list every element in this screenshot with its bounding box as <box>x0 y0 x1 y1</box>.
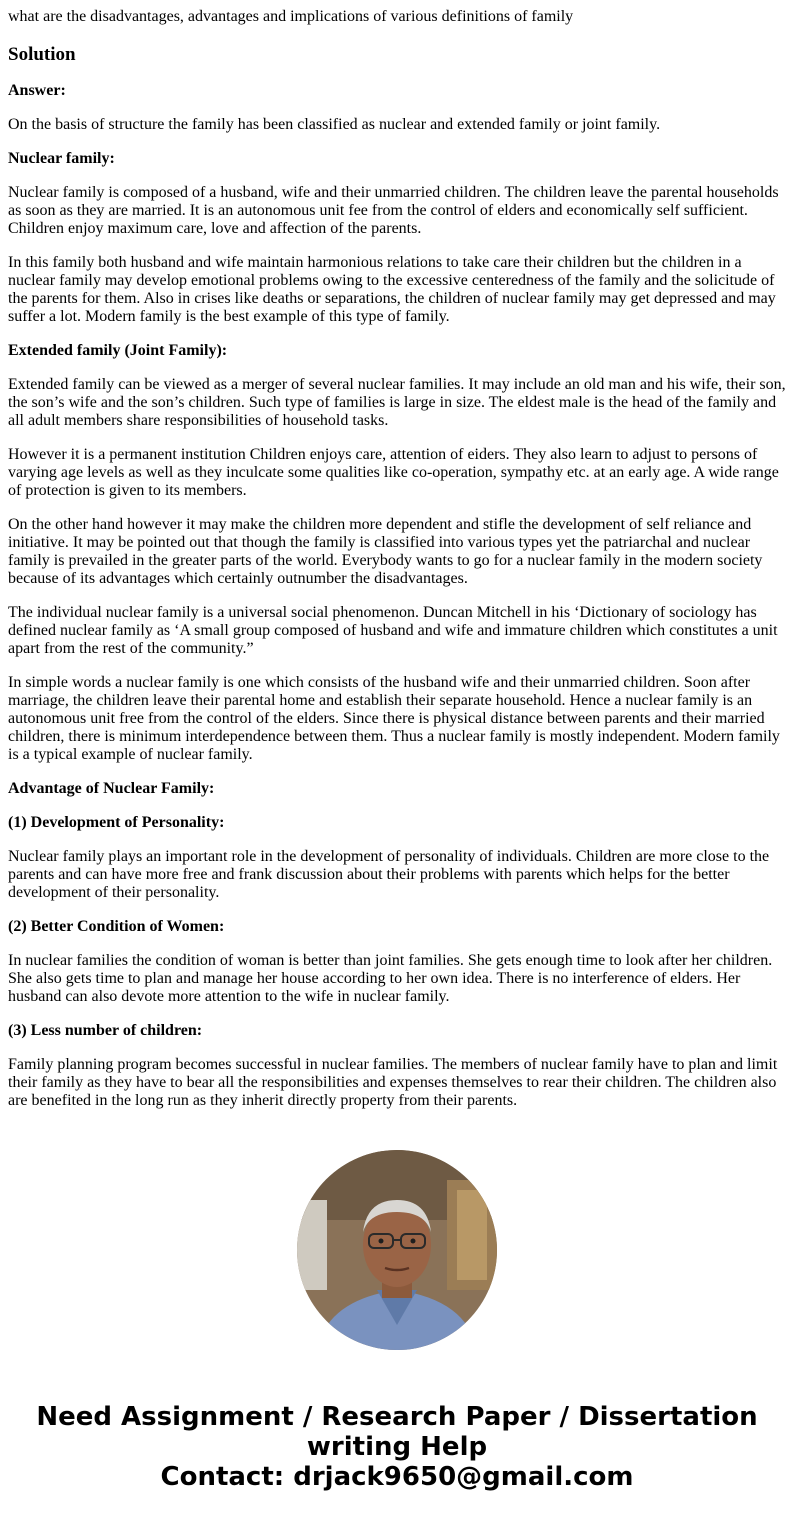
section-heading: Answer: <box>8 82 66 99</box>
footer-line-1: Need Assignment / Research Paper / Dissertation <box>36 1402 758 1432</box>
author-photo-icon <box>297 1150 497 1350</box>
paragraph: However it is a permanent institution Children enjoys care, attention of eiders. They also learn to adjust to persons of varying age levels as well as they inculcate some qualities like co-operation, sympathy etc. at an early age. A wide range of protection is given to its members. <box>8 446 779 499</box>
paragraph: On the basis of structure the family has been classified as nuclear and extended family or joint family. <box>8 116 661 133</box>
question-text: what are the disadvantages, advantages and implications of various definitions of family <box>8 8 574 25</box>
footer-contact: Contact: drjack9650@gmail.com <box>160 1462 634 1492</box>
section-heading: (3) Less number of children: <box>8 1022 203 1039</box>
paragraph: Nuclear family plays an important role in the development of personality of individuals. Children are more close to the parents and can have more free and frank discussion about their problems with parents which helps for the better development of their personality. <box>8 848 770 901</box>
section-heading: Nuclear family: <box>8 150 115 167</box>
paragraph: Family planning program becomes successful in nuclear families. The members of nuclear family have to plan and limit their family as they have to bear all the responsibilities and expenses themselves to rear their children. The children also are benefited in the long run as they inherit directly property from their parents. <box>8 1056 778 1109</box>
section-heading: (1) Development of Personality: <box>8 814 225 831</box>
solution-heading: Solution <box>8 44 76 65</box>
paragraph: Nuclear family is composed of a husband, wife and their unmarried children. The children leave the parental households as soon as they are married. It is an autonomous unit fee from the control of elders and economically self sufficient. Children enjoy maximum care, love and affection of the parents. <box>8 184 779 237</box>
paragraph: In simple words a nuclear family is one which consists of the husband wife and their unmarried children. Soon after marriage, the children leave their parental home and establish their separate household. Hence a nuclear family is an autonomous unit free from the control of the elders. Since there is physical distance between parents and their married children, there is minimum interdependence between them. Thus a nuclear family is mostly independent. Modern family is a typical example of nuclear family. <box>8 674 780 763</box>
paragraph: Extended family can be viewed as a merger of several nuclear families. It may include an old man and his wife, their son, the son’s wife and the son’s children. Such type of families is large in size. The eldest male is the head of the family and all adult members share responsibilities of household tasks. <box>8 376 786 429</box>
page <box>0 8 794 1492</box>
footer-promo <box>8 1402 786 1492</box>
section-heading: Advantage of Nuclear Family: <box>8 780 215 797</box>
paragraph: The individual nuclear family is a universal social phenomenon. Duncan Mitchell in his ‘Dictionary of sociology has defined nuclear family as ‘A small group composed of husband and wife and immature children which constitutes a unit apart from the rest of the community.” <box>8 604 778 657</box>
paragraph: On the other hand however it may make the children more dependent and stifle the development of self reliance and initiative. It may be pointed out that though the family is classified into various types yet the patriarchal and nuclear family is prevailed in the greater parts of the world. Everybody wants to go for a nuclear family in the modern society because of its advantages which certainly outnumber the disadvantages. <box>8 516 763 587</box>
paragraph: In nuclear families the condition of woman is better than joint families. She gets enough time to look after her children. She also gets time to plan and manage her house according to her own idea. There is no interference of elders. Her husband can also devote more attention to the wife in nuclear family. <box>8 952 773 1005</box>
section-heading: (2) Better Condition of Women: <box>8 918 225 935</box>
footer-line-2: writing Help <box>306 1432 488 1462</box>
section-heading: Extended family (Joint Family): <box>8 342 228 359</box>
answer-body <box>8 82 786 1110</box>
paragraph: In this family both husband and wife maintain harmonious relations to take care their children but the children in a nuclear family may develop emotional problems owing to the excessive centeredness of the family and the solicitude of the parents for them. Also in crises like deaths or separations, the children of nuclear family may get depressed and may suffer a lot. Modern family is the best example of this type of family. <box>8 254 776 325</box>
avatar-container <box>8 1150 786 1350</box>
